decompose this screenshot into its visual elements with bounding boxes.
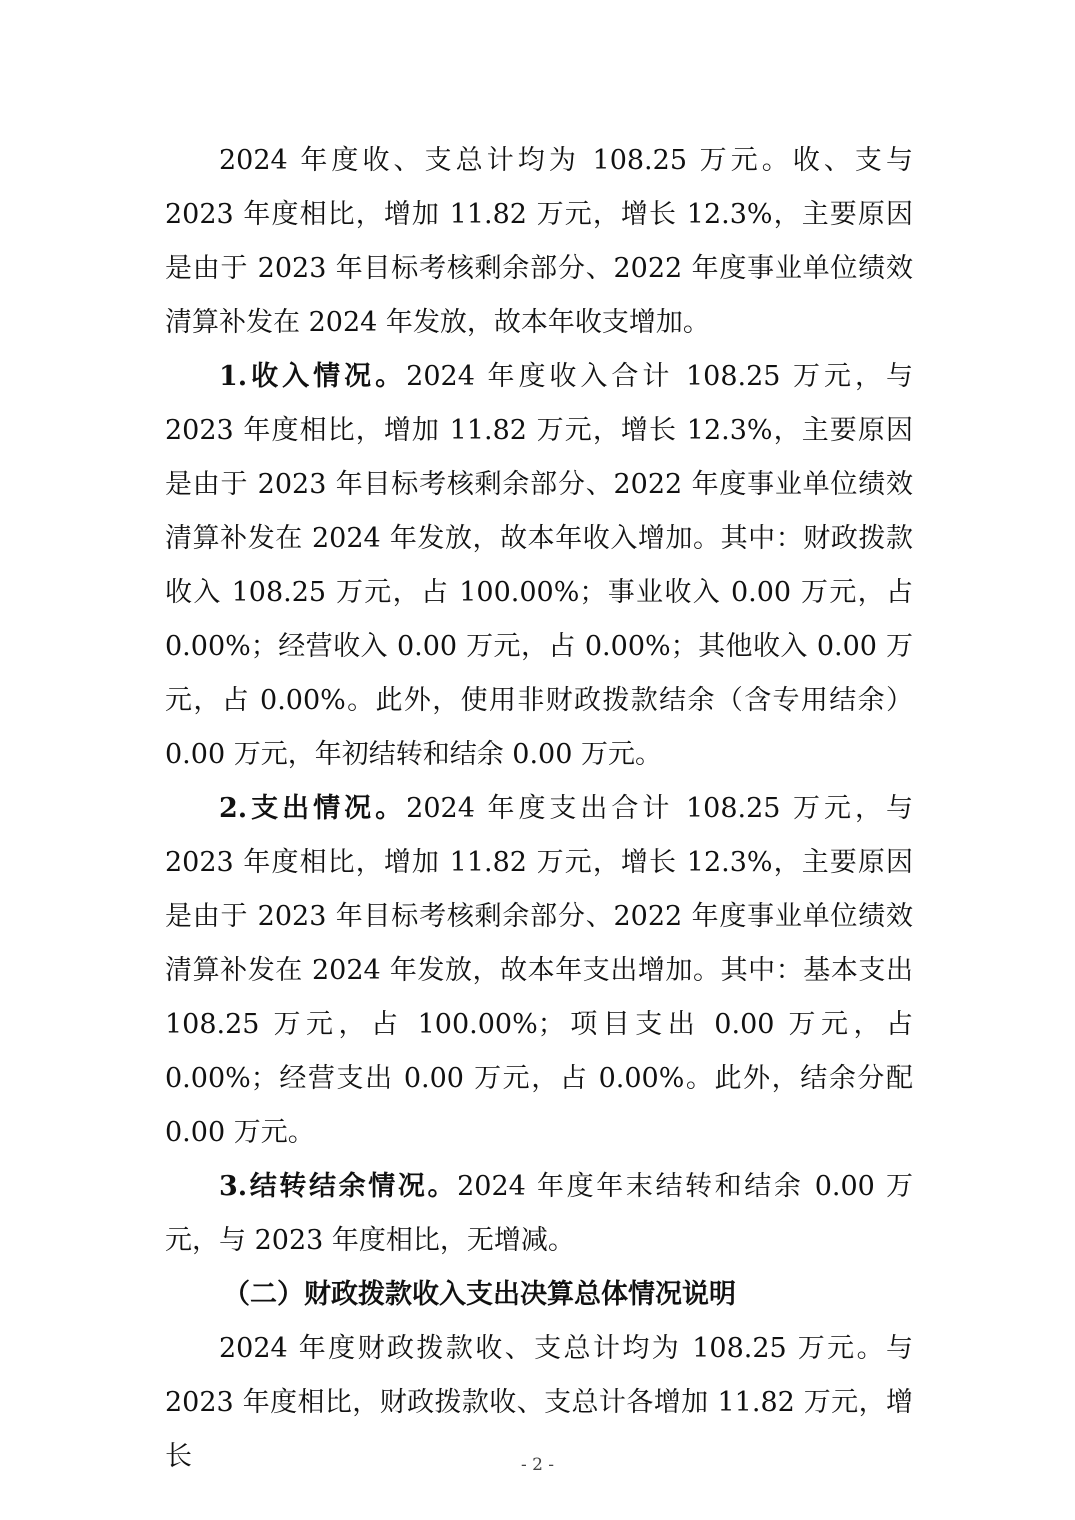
section-heading: （二）财政拨款收入支出决算总体情况说明 bbox=[223, 1279, 736, 1310]
paragraph-income bbox=[165, 350, 913, 782]
document-page bbox=[165, 134, 913, 1484]
page-number: - 2 - bbox=[520, 1455, 555, 1475]
expenditure-label: 2.支出情况。 bbox=[219, 793, 407, 824]
paragraph-fiscal-appropriation: 2024 年度财政拨款收、支总计均为 108.25 万元。与 2023 年度相比，财政拨款收、支总计各增加 11.82 万元，增长 bbox=[165, 1333, 913, 1472]
paragraph-balance bbox=[165, 1160, 913, 1268]
balance-label: 3.结转结余情况。 bbox=[219, 1171, 458, 1202]
balance-body: 2024 年度年末结转和结余 0.00 万元，与 2023 年度相比，无增减。 bbox=[165, 1171, 914, 1256]
expenditure-body: 2024 年度支出合计 108.25 万元，与 2023 年度相比，增加 11.82 万元，增长 12.3%，主要原因是由于 2023 年目标考核剩余部分、2022 年度事业单位绩效清算补发在 2024 年发放，故本年支出增加。其中：基本支出 108.25 万元，占 100.00%；项目支出 0.00 万元，占 0.00%；经营支出 0.00 万元，占 0.00%。此外，结余分配 0.00 万元。 bbox=[165, 793, 914, 1148]
paragraph-expenditure bbox=[165, 782, 913, 1160]
paragraph-total-overview: 2024 年度收、支总计均为 108.25 万元。收、支与 2023 年度相比，增加 11.82 万元，增长 12.3%，主要原因是由于 2023 年目标考核剩余部分、2022 年度事业单位绩效清算补发在 2024 年发放，故本年收支增加。 bbox=[165, 145, 913, 338]
income-body: 2024 年度收入合计 108.25 万元，与 2023 年度相比，增加 11.82 万元，增长 12.3%，主要原因是由于 2023 年目标考核剩余部分、2022 年度事业单位绩效清算补发在 2024 年发放，故本年收入增加。其中：财政拨款收入 108.25 万元，占 100.00%；事业收入 0.00 万元，占 0.00%；经营收入 0.00 万元，占 0.00%；其他收入 0.00 万元，占 0.00%。此外，使用非财政拨款结余（含专用结余）0.00 万元，年初结转和结余 0.00 万元。 bbox=[165, 361, 914, 770]
income-label: 1.收入情况。 bbox=[219, 361, 407, 392]
